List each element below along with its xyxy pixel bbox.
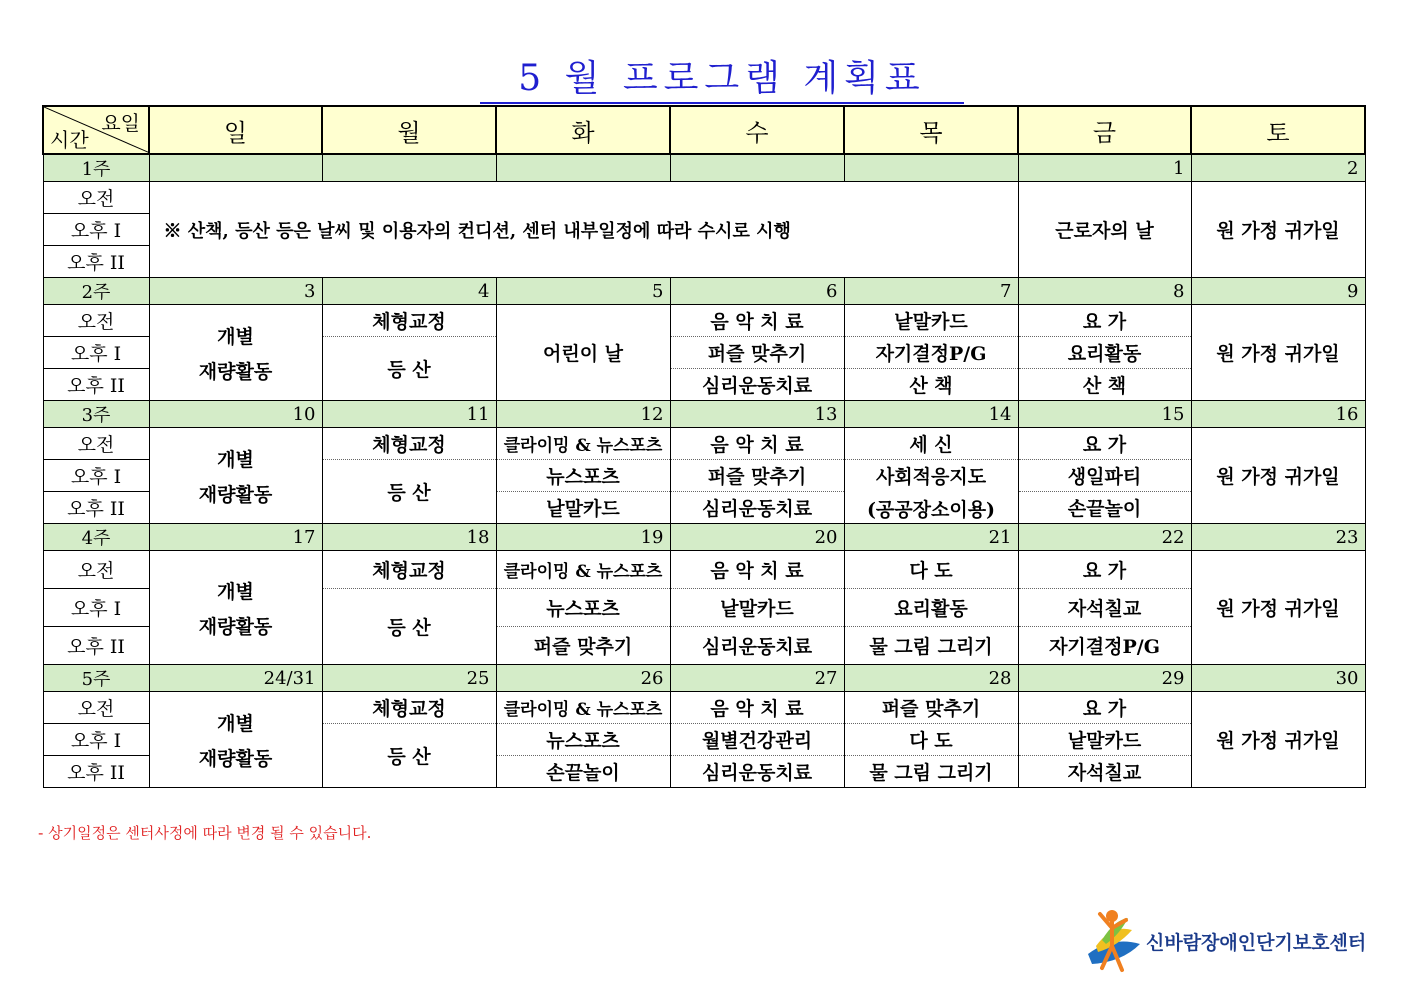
- time-label: 오후 I: [43, 460, 149, 492]
- date-cell: [496, 154, 670, 182]
- date-cell: 16: [1191, 401, 1365, 428]
- date-cell: 6: [670, 278, 844, 305]
- activity-cell: 뉴스포츠: [496, 460, 670, 492]
- date-cell: 21: [844, 524, 1018, 551]
- activity-cell: 자기결정P/G: [844, 337, 1018, 369]
- home-visit-cell: 원 가정 귀가일: [1191, 692, 1365, 788]
- time-label: 오후 II: [43, 492, 149, 524]
- date-cell: 8: [1018, 278, 1191, 305]
- activity-cell: [844, 460, 1018, 524]
- week-label: 4주: [43, 524, 149, 551]
- date-cell: 12: [496, 401, 670, 428]
- activity-cell: 음 악 치 료: [670, 305, 844, 337]
- date-cell: 4: [322, 278, 496, 305]
- week-label: 1주: [43, 154, 149, 182]
- date-cell: 2: [1191, 154, 1365, 182]
- date-cell: 27: [670, 665, 844, 692]
- day-header-tue: 화: [496, 106, 670, 154]
- activity-line: 개별: [217, 712, 254, 735]
- date-cell: 13: [670, 401, 844, 428]
- activity-cell: 클라이밍 & 뉴스포츠: [496, 692, 670, 724]
- week-row-3: [43, 401, 1365, 428]
- individual-activity-cell: [149, 692, 322, 788]
- time-axis-label: 시간: [50, 128, 89, 152]
- activity-cell: 등 산: [322, 337, 496, 401]
- activity-cell: 손끝놀이: [496, 756, 670, 788]
- activity-line: 재량활동: [198, 747, 273, 770]
- date-cell: [670, 154, 844, 182]
- childrens-day-cell: 어린이 날: [496, 305, 670, 401]
- time-label: 오후 I: [43, 337, 149, 369]
- time-label: 오전: [43, 551, 149, 589]
- home-visit-cell: 원 가정 귀가일: [1191, 428, 1365, 524]
- individual-activity-cell: [149, 551, 322, 665]
- activity-line: 개별: [217, 325, 254, 348]
- date-cell: 28: [844, 665, 1018, 692]
- date-cell: 24/31: [149, 665, 322, 692]
- header-row: [43, 106, 1365, 154]
- time-label: 오후 I: [43, 214, 149, 246]
- page-title: 5 월 프로그램 계획표: [480, 56, 964, 104]
- date-cell: 29: [1018, 665, 1191, 692]
- individual-activity-cell: [149, 428, 322, 524]
- activity-cell: 음 악 치 료: [670, 692, 844, 724]
- activity-line: 사회적응지도: [875, 465, 987, 488]
- activity-cell: 뉴스포츠: [496, 589, 670, 627]
- activity-cell: 물 그림 그리기: [844, 627, 1018, 665]
- date-cell: [844, 154, 1018, 182]
- time-row-am: [43, 305, 1365, 337]
- time-row-am: [43, 182, 1365, 214]
- home-visit-cell: 원 가정 귀가일: [1191, 182, 1365, 278]
- activity-cell: 클라이밍 & 뉴스포츠: [496, 551, 670, 589]
- date-cell: 26: [496, 665, 670, 692]
- activity-cell: 자석칠교: [1018, 756, 1191, 788]
- activity-cell: 손끝놀이: [1018, 492, 1191, 524]
- week-row-2: [43, 278, 1365, 305]
- activity-cell: 등 산: [322, 589, 496, 665]
- activity-cell: 요 가: [1018, 305, 1191, 337]
- activity-line: 개별: [217, 448, 254, 471]
- activity-cell: 체형교정: [322, 305, 496, 337]
- activity-cell: 심리운동치료: [670, 369, 844, 401]
- activity-cell: 생일파티: [1018, 460, 1191, 492]
- time-row-am: [43, 692, 1365, 724]
- date-cell: 7: [844, 278, 1018, 305]
- day-header-sun: 일: [149, 106, 322, 154]
- date-cell: 15: [1018, 401, 1191, 428]
- date-cell: 20: [670, 524, 844, 551]
- activity-cell: 낱말카드: [670, 589, 844, 627]
- time-label: 오전: [43, 692, 149, 724]
- time-label: 오전: [43, 305, 149, 337]
- activity-cell: 산 책: [1018, 369, 1191, 401]
- logo-text: 신바람장애인단기보호센터: [1146, 932, 1367, 954]
- activity-cell: 자기결정P/G: [1018, 627, 1191, 665]
- date-cell: 9: [1191, 278, 1365, 305]
- activity-cell: 요 가: [1018, 428, 1191, 460]
- center-logo: [1082, 906, 1367, 976]
- week-row-4: [43, 524, 1365, 551]
- activity-cell: 낱말카드: [496, 492, 670, 524]
- activity-cell: 퍼즐 맞추기: [496, 627, 670, 665]
- activity-cell: 물 그림 그리기: [844, 756, 1018, 788]
- date-cell: 22: [1018, 524, 1191, 551]
- time-label: 오후 II: [43, 246, 149, 278]
- date-cell: 3: [149, 278, 322, 305]
- time-label: 오후 II: [43, 369, 149, 401]
- activity-cell: 심리운동치료: [670, 492, 844, 524]
- date-cell: 30: [1191, 665, 1365, 692]
- activity-cell: 월별건강관리: [670, 724, 844, 756]
- activity-cell: 클라이밍 & 뉴스포츠: [496, 428, 670, 460]
- activity-cell: 세 신: [844, 428, 1018, 460]
- date-cell: 17: [149, 524, 322, 551]
- week-label: 2주: [43, 278, 149, 305]
- week-row-1: [43, 154, 1365, 182]
- activity-cell: 낱말카드: [1018, 724, 1191, 756]
- activity-cell: 다 도: [844, 724, 1018, 756]
- activity-cell: 등 산: [322, 724, 496, 788]
- activity-cell: 요 가: [1018, 692, 1191, 724]
- date-cell: 14: [844, 401, 1018, 428]
- activity-cell: 음 악 치 료: [670, 551, 844, 589]
- date-cell: 5: [496, 278, 670, 305]
- labor-day-cell: 근로자의 날: [1018, 182, 1191, 278]
- logo-figure-icon: [1082, 906, 1144, 976]
- time-label: 오후 I: [43, 589, 149, 627]
- week-label: 3주: [43, 401, 149, 428]
- activity-cell: 음 악 치 료: [670, 428, 844, 460]
- day-axis-label: 요일: [101, 111, 140, 135]
- footnote: - 상기일정은 센터사정에 따라 변경 될 수 있습니다.: [38, 824, 372, 842]
- day-header-fri: 금: [1018, 106, 1191, 154]
- activity-cell: 체형교정: [322, 428, 496, 460]
- activity-line: 재량활동: [198, 615, 273, 638]
- activity-cell: 요리활동: [844, 589, 1018, 627]
- home-visit-cell: 원 가정 귀가일: [1191, 305, 1365, 401]
- home-visit-cell: 원 가정 귀가일: [1191, 551, 1365, 665]
- activity-cell: 뉴스포츠: [496, 724, 670, 756]
- date-cell: 23: [1191, 524, 1365, 551]
- time-label: 오전: [43, 182, 149, 214]
- day-header-sat: 토: [1191, 106, 1365, 154]
- date-cell: 10: [149, 401, 322, 428]
- activity-line: 재량활동: [198, 483, 273, 506]
- time-row-am: [43, 428, 1365, 460]
- time-label: 오전: [43, 428, 149, 460]
- week-label: 5주: [43, 665, 149, 692]
- individual-activity-cell: [149, 305, 322, 401]
- activity-cell: 심리운동치료: [670, 627, 844, 665]
- corner-cell: [43, 106, 149, 154]
- activity-cell: 심리운동치료: [670, 756, 844, 788]
- schedule-table: [42, 105, 1366, 788]
- day-header-mon: 월: [322, 106, 496, 154]
- activity-cell: 자석칠교: [1018, 589, 1191, 627]
- activity-cell: 퍼즐 맞추기: [844, 692, 1018, 724]
- day-header-wed: 수: [670, 106, 844, 154]
- date-cell: 25: [322, 665, 496, 692]
- activity-cell: 다 도: [844, 551, 1018, 589]
- time-label: 오후 I: [43, 724, 149, 756]
- notice-cell: ※ 산책, 등산 등은 날씨 및 이용자의 컨디션, 센터 내부일정에 따라 수시로 시행: [149, 182, 1018, 278]
- time-label: 오후 II: [43, 756, 149, 788]
- activity-cell: 퍼즐 맞추기: [670, 460, 844, 492]
- activity-cell: 등 산: [322, 460, 496, 524]
- activity-cell: 요 가: [1018, 551, 1191, 589]
- activity-cell: 낱말카드: [844, 305, 1018, 337]
- date-cell: 18: [322, 524, 496, 551]
- date-cell: 11: [322, 401, 496, 428]
- activity-line: 재량활동: [198, 360, 273, 383]
- date-cell: [149, 154, 322, 182]
- time-label: 오후 II: [43, 627, 149, 665]
- date-cell: 19: [496, 524, 670, 551]
- activity-cell: 체형교정: [322, 551, 496, 589]
- time-row-am: [43, 551, 1365, 589]
- date-cell: 1: [1018, 154, 1191, 182]
- day-header-thu: 목: [844, 106, 1018, 154]
- activity-line: 개별: [217, 580, 254, 603]
- week-row-5: [43, 665, 1365, 692]
- activity-cell: 퍼즐 맞추기: [670, 337, 844, 369]
- date-cell: [322, 154, 496, 182]
- activity-line: (공공장소이용): [866, 498, 996, 521]
- activity-cell: 요리활동: [1018, 337, 1191, 369]
- activity-cell: 체형교정: [322, 692, 496, 724]
- activity-cell: 산 책: [844, 369, 1018, 401]
